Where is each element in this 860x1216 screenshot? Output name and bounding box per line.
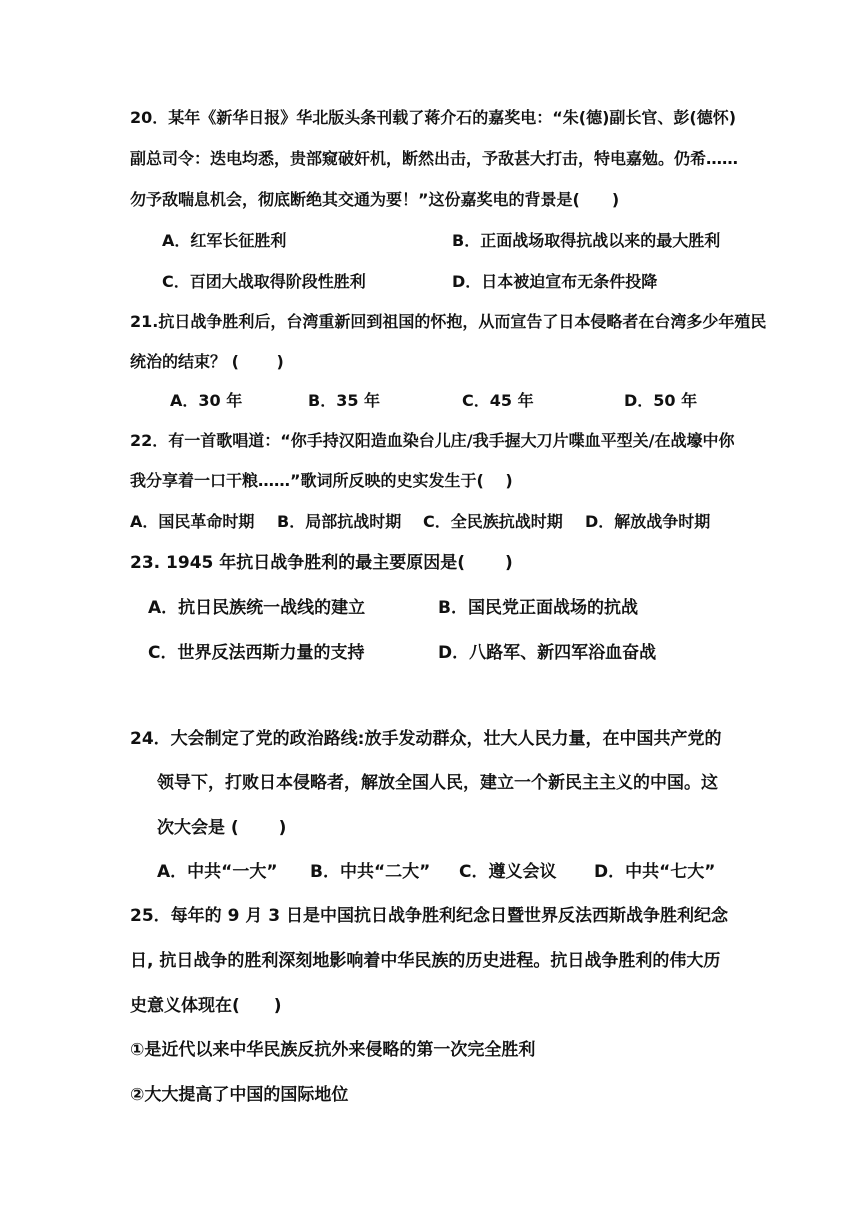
q23-option-c: C．世界反法西斯力量的支持 xyxy=(148,643,365,663)
q24-stem-line-2: 领导下，打败日本侵略者，解放全国人民，建立一个新民主主义的中国。这 xyxy=(157,773,718,793)
q24-option-c: C．遵义会议 xyxy=(459,862,557,882)
q22-option-d: D．解放战争时期 xyxy=(585,512,711,531)
q24-option-b: B．中共“二大” xyxy=(310,862,431,882)
q20-option-c: C．百团大战取得阶段性胜利 xyxy=(162,272,366,291)
q24-option-d: D．中共“七大” xyxy=(594,862,716,882)
q21-stem-line-1: 21.抗日战争胜利后，台湾重新回到祖国的怀抱，从而宣告了日本侵略者在台湾多少年殖民 xyxy=(130,312,767,331)
q22-stem-line-2: 我分享着一口干粮……”歌词所反映的史实发生于( ) xyxy=(130,471,513,490)
q22-option-a: A．国民革命时期 xyxy=(130,512,255,531)
q20-stem-line-3: 勿予敌喘息机会，彻底断绝其交通为要！”这份嘉奖电的背景是( ) xyxy=(130,190,620,209)
q23-option-d: D．八路军、新四军浴血奋战 xyxy=(438,643,657,663)
q20-stem-line-1: 20．某年《新华日报》华北版头条刊载了蒋介石的嘉奖电：“朱(德)副长官、彭(德怀) xyxy=(130,108,737,127)
q25-stem-line-1: 25．每年的 9 月 3 日是中国抗日战争胜利纪念日暨世界反法西斯战争胜利纪念 xyxy=(130,906,728,926)
q23-option-b: B．国民党正面战场的抗战 xyxy=(438,598,638,618)
q20-option-a: A．红军长征胜利 xyxy=(162,231,287,250)
q25-item-2: ②大大提高了中国的国际地位 xyxy=(130,1085,349,1105)
q25-stem-line-3: 史意义体现在( ) xyxy=(130,996,282,1016)
q22-stem-line-1: 22．有一首歌唱道：“你手持汉阳造血染台儿庄/我手握大刀片喋血平型关/在战壕中你 xyxy=(130,431,735,450)
q20-stem-line-2: 副总司令：迭电均悉，贵部窥破奸机，断然出击，予敌甚大打击，特电嘉勉。仍希…… xyxy=(130,149,739,168)
q21-option-c: C．45 年 xyxy=(462,391,534,410)
q22-option-b: B．局部抗战时期 xyxy=(277,512,402,531)
q21-option-b: B．35 年 xyxy=(308,391,381,410)
q20-option-d: D．日本被迫宣布无条件投降 xyxy=(452,272,658,291)
q22-option-c: C．全民族抗战时期 xyxy=(423,512,563,531)
q20-option-b: B．正面战场取得抗战以来的最大胜利 xyxy=(452,231,721,250)
q24-stem-line-3: 次大会是 ( ) xyxy=(157,818,287,838)
q24-option-a: A．中共“一大” xyxy=(157,862,278,882)
q21-stem-line-2: 统治的结束？ ( ) xyxy=(130,352,284,371)
q24-stem-line-1: 24．大会制定了党的政治路线:放手发动群众，壮大人民力量，在中国共产党的 xyxy=(130,729,722,749)
q25-item-1: ①是近代以来中华民族反抗外来侵略的第一次完全胜利 xyxy=(130,1040,536,1060)
q21-option-a: A．30 年 xyxy=(170,391,243,410)
q23-option-a: A．抗日民族统一战线的建立 xyxy=(148,598,366,618)
q21-option-d: D．50 年 xyxy=(624,391,698,410)
q23-stem-line-1: 23. 1945 年抗日战争胜利的最主要原因是( ) xyxy=(130,553,513,573)
q25-stem-line-2: 日, 抗日战争的胜利深刻地影响着中华民族的历史进程。抗日战争胜利的伟大历 xyxy=(130,951,721,971)
